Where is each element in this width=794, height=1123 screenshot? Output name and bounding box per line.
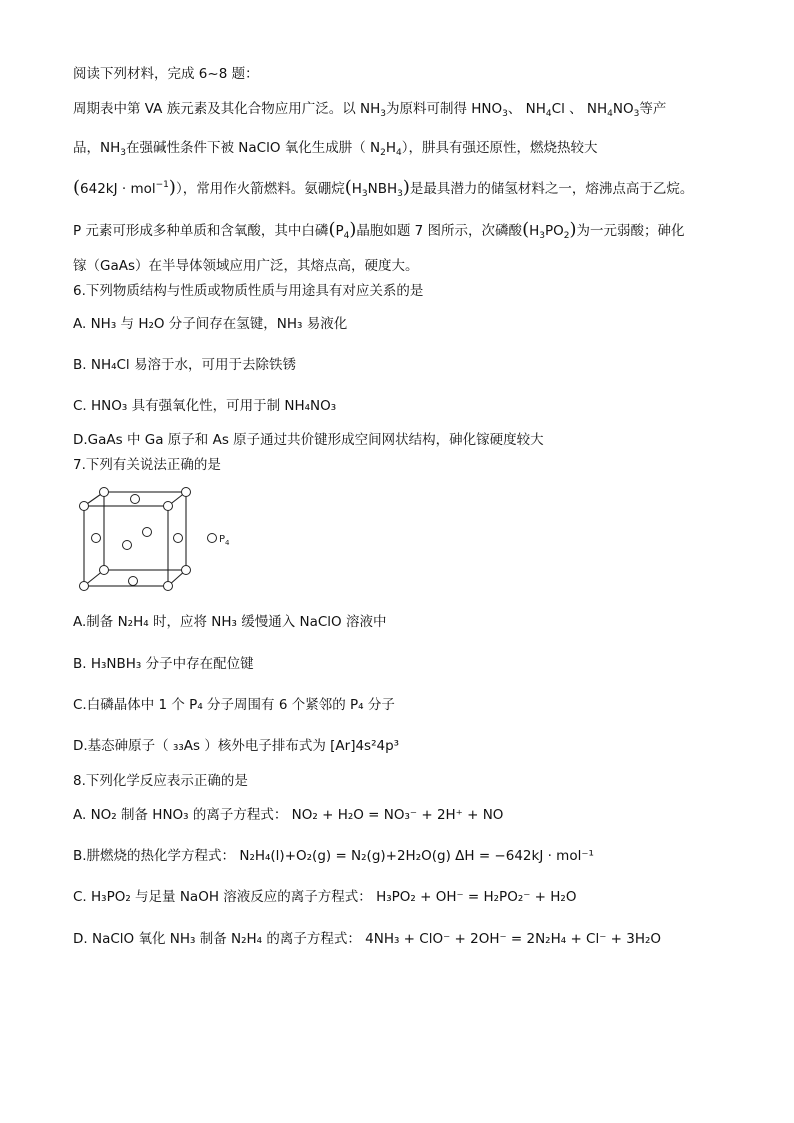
intro-line-5: P 元素可形成多种单质和含氧酸，其中白磷$(P_4)$晶胞如题 7 图所示，次磷酸$(H_3PO_2)$为一元弱酸；砷化 <box>73 219 685 241</box>
intro-text: H <box>351 181 362 197</box>
p4-molecule <box>80 582 89 591</box>
intro-text: ），常用作火箭燃料。氨硼烷 <box>175 181 345 197</box>
q8-option-c: C. H₃PO₂ 与足量 NaOH 溶液反应的离子方程式： H₃PO₂ + OH⁻ = H₂PO₂⁻ + H₂O <box>73 889 577 905</box>
q7-option-b: B. H₃NBH₃ 分子中存在配位键 <box>73 656 254 672</box>
p4-molecule <box>164 582 173 591</box>
p4-molecule <box>143 528 152 537</box>
intro-text: 642kJ · mol <box>80 181 156 197</box>
intro-text: 晶胞如题 7 图所示，次磷酸 <box>356 223 523 239</box>
intro-line-1: 阅读下列材料，完成 6~8 题： <box>73 66 259 82</box>
q6-option-a: A. NH₃ 与 H₂O 分子间存在氢键，NH₃ 易液化 <box>73 316 348 332</box>
intro-text: 品，NH <box>73 140 121 156</box>
intro-line-3: 品，$NH_3$在强碱性条件下被 NaClO 氧化生成肼（ $N_2H_4$），肼具有强还原性，燃烧热较大 <box>73 140 598 158</box>
legend-label: $P_4$ <box>219 534 230 547</box>
p4-molecule <box>100 488 109 497</box>
intro-text: 是最具潜力的储氢材料之一，熔沸点高于乙烷。 <box>409 181 694 197</box>
intro-text: P 元素可形成多种单质和含氧酸，其中白磷 <box>73 223 329 239</box>
q6-stem: 6.下列物质结构与性质或物质性质与用途具有对应关系的是 <box>73 283 424 299</box>
intro-line-4: (642kJ · mol$^{-1}$)），常用作火箭燃料。氨硼烷$(H_3NBH_3)$是最具潜力的储氢材料之一，熔沸点高于乙烷。 <box>73 177 694 199</box>
p4-molecule <box>100 566 109 575</box>
p4-molecule <box>129 577 138 586</box>
q8-option-d: D. NaClO 氧化 NH₃ 制备 N₂H₄ 的离子方程式： 4NH₃ + ClO⁻ + 2OH⁻ = 2N₂H₄ + Cl⁻ + 3H₂O <box>73 931 662 947</box>
intro-text: P <box>335 223 344 239</box>
q7-option-a: A.制备 N₂H₄ 时，应将 NH₃ 缓慢通入 NaClO 溶液中 <box>73 614 387 630</box>
p4-molecule <box>131 495 140 504</box>
p4-molecule <box>182 566 191 575</box>
intro-text: Cl 、 NH <box>551 101 608 117</box>
p4-molecule <box>174 534 183 543</box>
p4-molecule <box>123 541 132 550</box>
intro-text: 、 NH <box>507 101 546 117</box>
intro-text: PO <box>544 223 564 239</box>
p4-molecule <box>80 502 89 511</box>
q6-option-d: D.GaAs 中 Ga 原子和 As 原子通过共价键形成空间网状结构，砷化镓硬度较大 <box>73 432 544 448</box>
p4-molecule <box>92 534 101 543</box>
q8-option-b: B.肼燃烧的热化学方程式： N₂H₄(l)+O₂(g) = N₂(g)+2H₂O(g) ΔH = −642kJ · mol⁻¹ <box>73 848 594 864</box>
intro-text: H <box>529 223 540 239</box>
q7-option-d: D.基态砷原子（ ₃₃As ）核外电子排布式为 [Ar]4s²4p³ <box>73 738 400 754</box>
legend-marker <box>208 534 217 543</box>
q8-stem: 8.下列化学反应表示正确的是 <box>73 773 248 789</box>
intro-line-6: 镓（GaAs）在半导体领域应用广泛，其熔点高，硬度大。 <box>73 258 419 274</box>
intro-text: H <box>385 140 397 156</box>
q7-option-c: C.白磷晶体中 1 个 P₄ 分子周围有 6 个紧邻的 P₄ 分子 <box>73 697 395 713</box>
intro-text: 为一元弱酸；砷化 <box>576 223 685 239</box>
q8-option-a: A. NO₂ 制备 HNO₃ 的离子方程式： NO₂ + H₂O = NO₃⁻ + 2H⁺ + NO <box>73 807 504 823</box>
intro-text: NBH <box>367 181 398 197</box>
p4-molecule <box>164 502 173 511</box>
q6-option-c: C. HNO₃ 具有强氧化性，可用于制 NH₄NO₃ <box>73 398 337 414</box>
intro-text: 等产 <box>639 101 667 117</box>
white-phosphorus-unit-cell-figure <box>74 482 244 592</box>
intro-text: 周期表中第 VA 族元素及其化合物应用广泛。以 NH <box>73 101 381 117</box>
intro-text: NO <box>612 101 634 117</box>
intro-text: ），肼具有强还原性，燃烧热较大 <box>401 140 598 156</box>
intro-line-2: 周期表中第 VA 族元素及其化合物应用广泛。以 $NH_3$为原料可制得 $HNO_3$、 $NH_4Cl$ 、 $NH_4NO_3$等产 <box>73 101 667 119</box>
p4-molecule <box>182 488 191 497</box>
intro-text: 在强碱性条件下被 NaClO 氧化生成肼（ N <box>125 140 381 156</box>
q6-option-b: B. NH₄Cl 易溶于水，可用于去除铁锈 <box>73 357 296 373</box>
q7-stem: 7.下列有关说法正确的是 <box>73 457 221 473</box>
intro-text: 为原料可制得 HNO <box>385 101 503 117</box>
